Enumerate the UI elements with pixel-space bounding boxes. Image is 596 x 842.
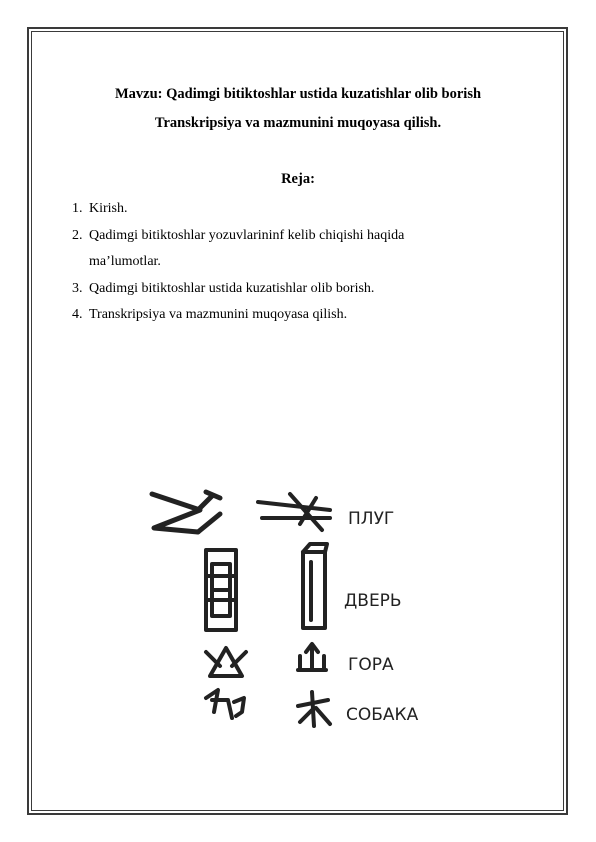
- pictograph-illustration: [140, 480, 450, 742]
- door-pictograph-icon: [206, 550, 236, 630]
- mountain-word-label: ГОРА: [348, 655, 394, 675]
- door-word-label: ДВЕРЬ: [344, 591, 402, 611]
- plan-item-number: 2.: [72, 227, 83, 243]
- plan-item-number: 4.: [72, 307, 83, 322]
- plan-list: [72, 196, 404, 329]
- plan-item-number: 1.: [72, 201, 83, 216]
- plan-heading: Reja:: [281, 171, 315, 187]
- plan-item-text: Qadimgi bitiktoshlar ustida kuzatishlar olib borish.: [89, 280, 375, 296]
- dog-pictograph-icon: [206, 690, 244, 718]
- plan-item-2: [72, 223, 404, 250]
- plan-item-4: [72, 302, 404, 329]
- pictograph-figure: [140, 480, 450, 742]
- topic-subtitle: Transkripsiya va mazmunini muqoyasa qilish.: [154, 115, 442, 131]
- plan-item-3: [72, 276, 404, 303]
- plan-item-1: [72, 196, 404, 223]
- dog-word-label: СОБАКА: [346, 705, 419, 725]
- plan-item-text: Kirish.: [89, 201, 128, 216]
- mountain-sign-icon: [298, 644, 326, 670]
- plan-item-text: Transkripsiya va mazmunini muqoyasa qilish.: [89, 307, 348, 322]
- plan-item-text: Qadimgi bitiktoshlar yozuvlarininf kelib chiqishi haqida: [89, 227, 405, 243]
- topic-title: Mavzu: Qadimgi bitiktoshlar ustida kuzatishlar olib borish: [114, 86, 482, 102]
- dog-sign-icon: [298, 692, 330, 726]
- plough-word-label: ПЛУГ: [348, 509, 395, 529]
- plough-pictograph-icon: [152, 492, 220, 532]
- plan-item-2-continuation: ma’lumotlar.: [89, 254, 161, 269]
- plan-item-number: 3.: [72, 280, 83, 296]
- door-sign-icon: [303, 544, 327, 628]
- plough-sign-icon: [258, 494, 330, 530]
- mountain-pictograph-icon: [206, 648, 246, 676]
